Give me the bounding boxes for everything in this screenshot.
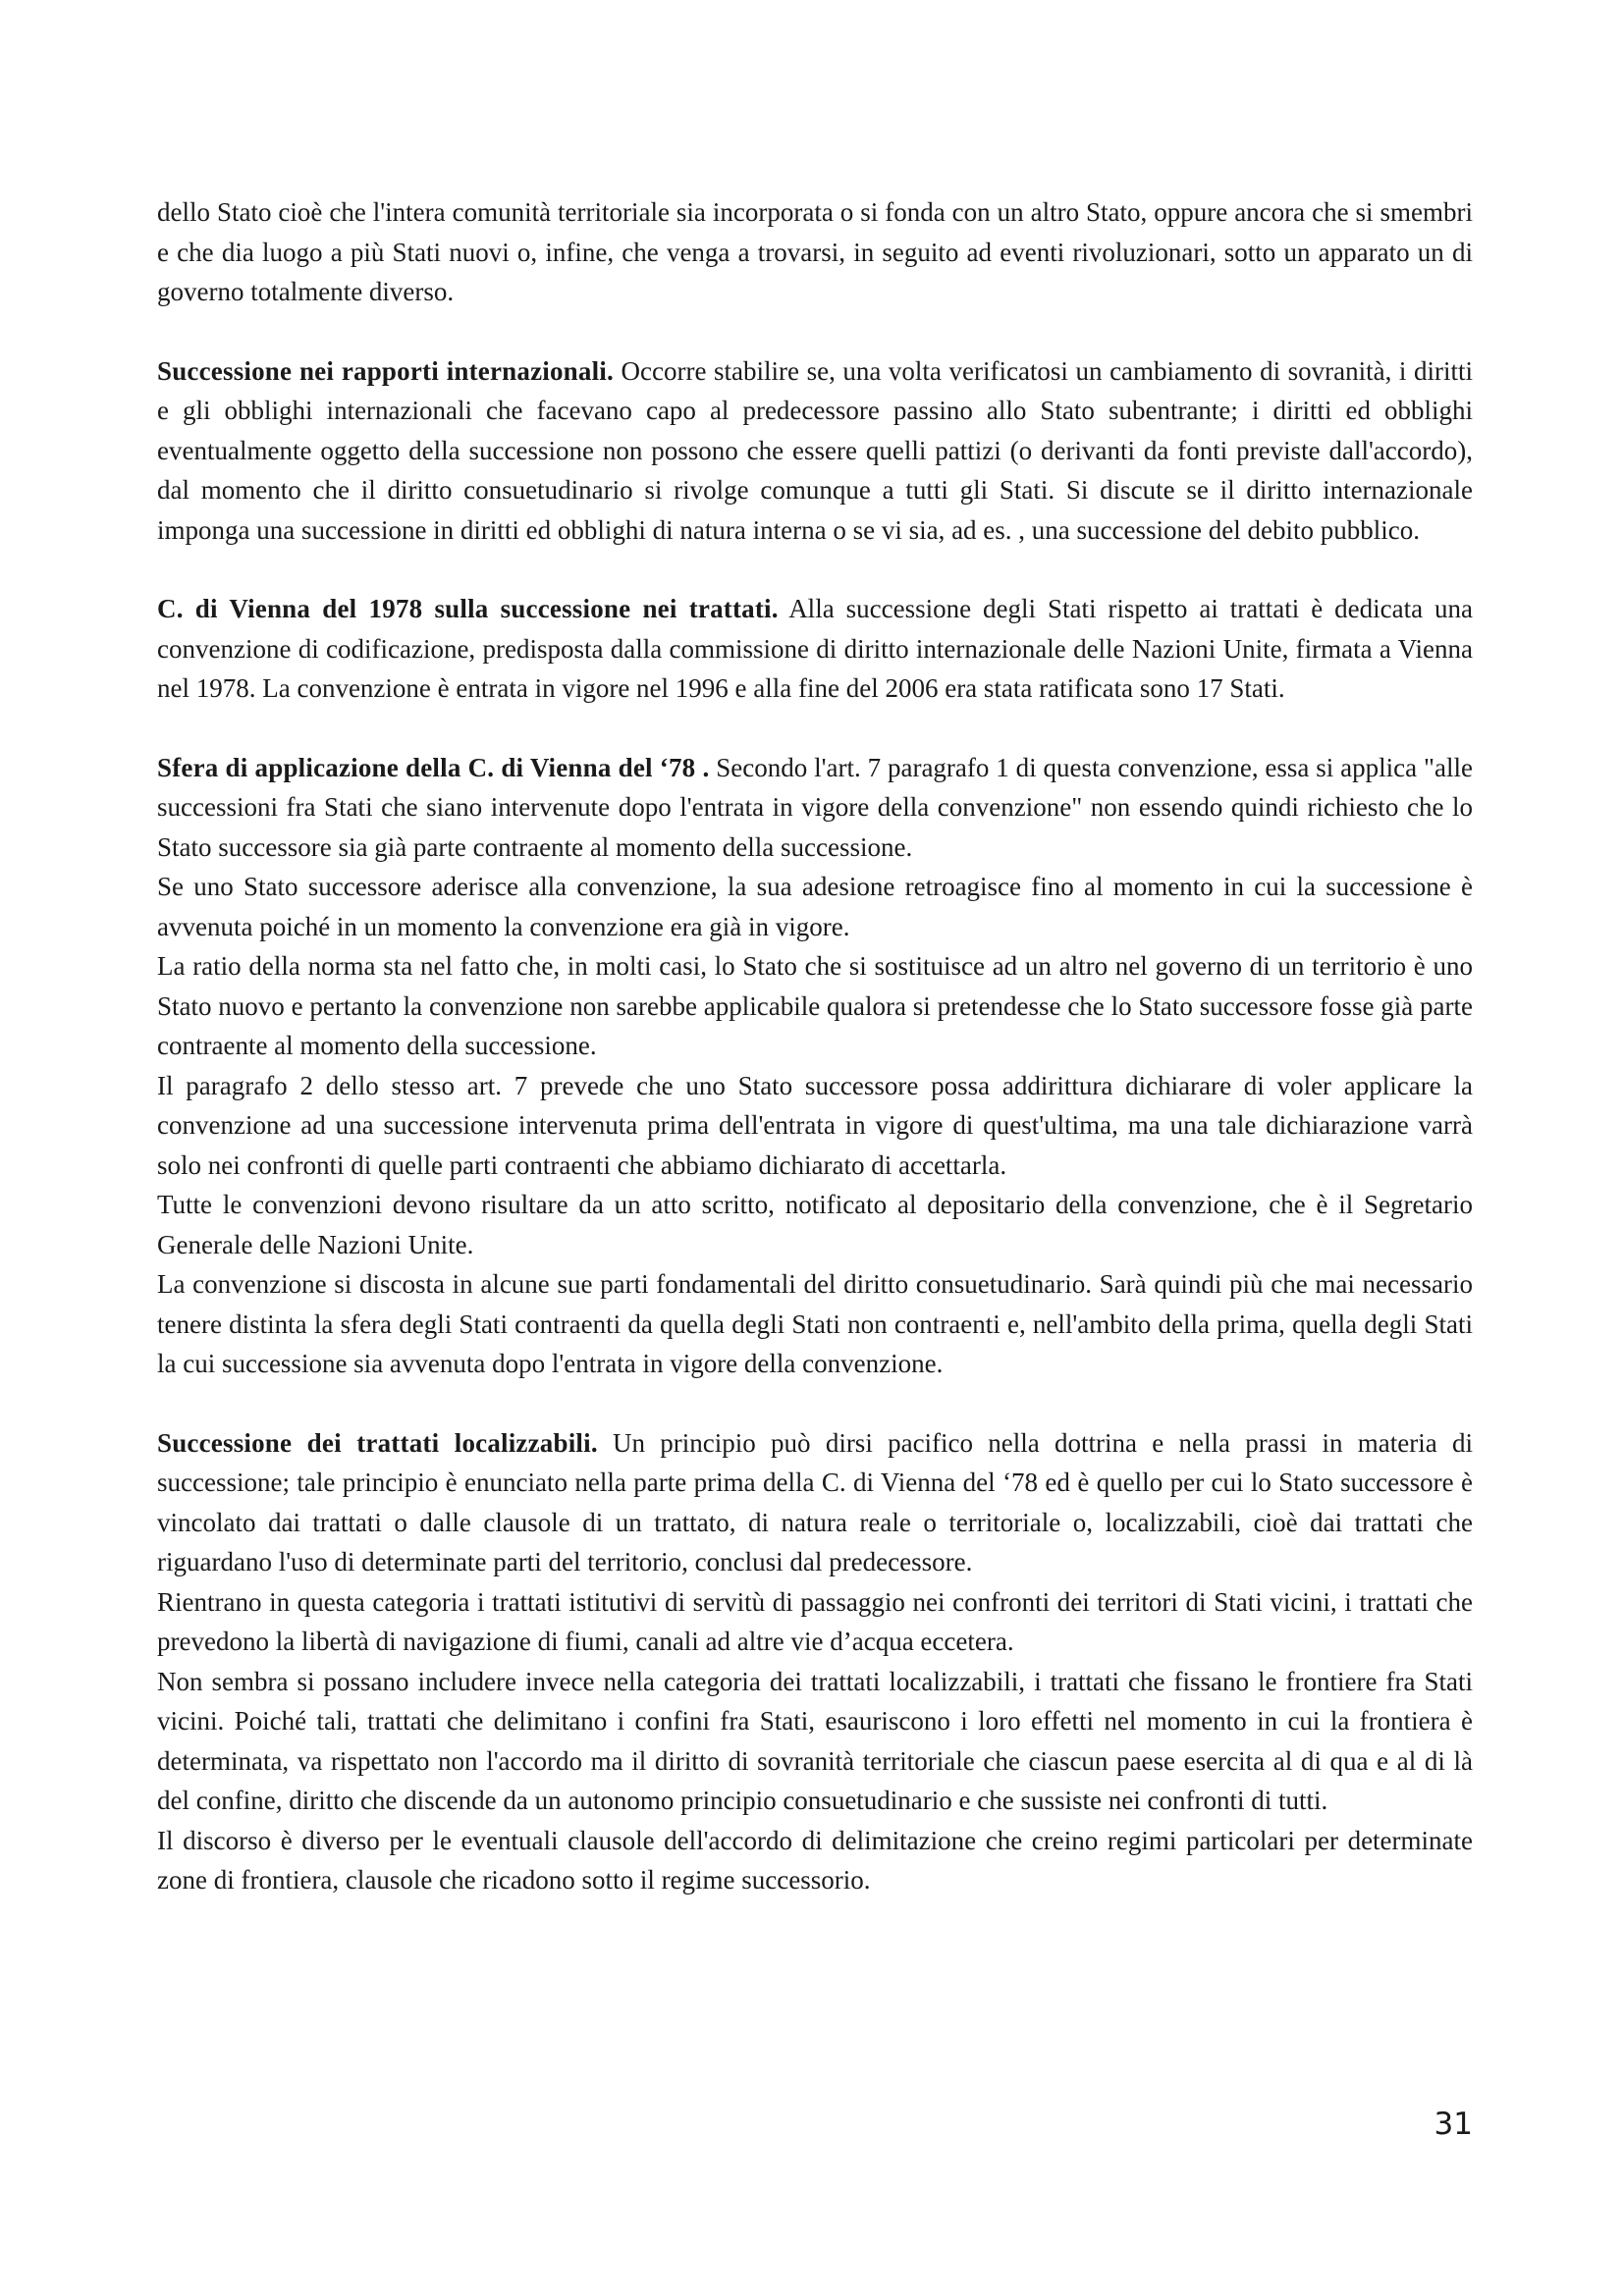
paragraph-text: Occorre stabilire se, una volta verificatosi un cambiamento di sovranità, i diritti e gli obblighi internazionali che facevano capo al predecessore passino allo Stato subentrante; i diritti ed obblighi eventualmente oggetto della successione non possono che essere quelli pattizi (o derivanti da fonti previste dall'accordo), dal momento che il diritto consuetudinario si rivolge comunque a tutti gli Stati. Si discute se il diritto internazionale imponga una successione in diritti ed obblighi di natura interna o se vi sia, ad es. , una successione del debito pubblico. xyxy=(157,355,1474,545)
section-heading: Sfera di applicazione della C. di Vienna del ‘78 . xyxy=(157,752,710,782)
paragraph xyxy=(157,867,1473,946)
paragraph xyxy=(157,1662,1473,1821)
paragraph xyxy=(157,946,1473,1066)
paragraph xyxy=(157,192,1473,312)
paragraph xyxy=(157,1264,1473,1384)
section-heading: Successione nei rapporti internazionali. xyxy=(157,355,614,386)
paragraph-text: dello Stato cioè che l'intera comunità territoriale sia incorporata o si fonda con un altro Stato, oppure ancora che si smembri e che dia luogo a più Stati nuovi o, infine, che venga a trovarsi, in seguito ad eventi rivoluzionari, sotto un apparato un di governo totalmente diverso. xyxy=(157,197,1473,306)
paragraph xyxy=(157,1582,1473,1662)
paragraph-text: La convenzione si discosta in alcune sue parti fondamentali del diritto consuetudinario. Sarà quindi più che mai necessario tenere distinta la sfera degli Stati contraenti da quella degli Stati non contraenti e, nell'ambito della prima, quella degli Stati la cui successione sia avvenuta dopo l'entrata in vigore della convenzione. xyxy=(157,1269,1473,1378)
paragraph-text: Tutte le convenzioni devono risultare da un atto scritto, notificato al depositario della convenzione, che è il Segretario Generale delle Nazioni Unite. xyxy=(157,1190,1473,1259)
paragraph xyxy=(157,1185,1473,1264)
paragraph-text: Non sembra si possano includere invece nella categoria dei trattati localizzabili, i trattati che fissano le frontiere fra Stati vicini. Poiché tali, trattati che delimitano i confini fra Stati, esauriscono i loro effetti nel momento in cui la frontiera è determinata, va rispettato non l'accordo ma il diritto di sovranità territoriale che ciascun paese esercita al di qua e al di là del confine, diritto che discende da un autonomo principio consuetudinario e che sussiste nei confronti di tutti. xyxy=(157,1666,1473,1815)
paragraph xyxy=(157,1821,1473,1900)
paragraph-text: Il paragrafo 2 dello stesso art. 7 prevede che uno Stato successore possa addirittura dichiarare di voler applicare la convenzione ad una successione intervenuta prima dell'entrata in vigore di quest'ultima, ma una tale dichiarazione varrà solo nei confronti di quelle parti contraenti che abbiamo dichiarato di accettarla. xyxy=(157,1070,1473,1180)
paragraph-text: Un principio può dirsi pacifico nella dottrina e nella prassi in materia di successione; tale principio è enunciato nella parte prima della C. di Vienna del ‘78 ed è quello per cui lo Stato successore è vincolato dai trattati o dalle clausole di un trattato, di natura reale o territoriale o, localizzabili, cioè dai trattati che riguardano l'uso di determinate parti del territorio, conclusi dal predecessore. xyxy=(157,1427,1473,1576)
section-heading: C. di Vienna del 1978 sulla successione nei trattati. xyxy=(157,594,779,623)
paragraph-text: Rientrano in questa categoria i trattati istitutivi di servitù di passaggio nei confronti dei territori di Stati vicini, i trattati che prevedono la libertà di navigazione di fiumi, canali ad altre vie d’acqua eccetera. xyxy=(157,1586,1473,1656)
paragraph-vienna-1978 xyxy=(157,589,1473,709)
paragraph-sfera-applicazione xyxy=(157,748,1473,868)
page-number: 31 xyxy=(1434,2107,1473,2142)
document-page xyxy=(157,192,1473,1900)
paragraph-text: Il discorso è diverso per le eventuali clausole dell'accordo di delimitazione che creino regimi particolari per determinate zone di frontiera, clausole che ricadono sotto il regime successorio. xyxy=(157,1825,1473,1895)
paragraph-trattati-localizzabili xyxy=(157,1423,1473,1582)
paragraph-text: Se uno Stato successore aderisce alla convenzione, la sua adesione retroagisce fino al momento in cui la successione è avvenuta poiché in un momento la convenzione era già in vigore. xyxy=(157,872,1473,941)
paragraph-successione-rapporti xyxy=(157,351,1473,551)
paragraph xyxy=(157,1066,1473,1186)
paragraph-text: La ratio della norma sta nel fatto che, in molti casi, lo Stato che si sostituisce ad un altro nel governo di un territorio è uno Stato nuovo e pertanto la convenzione non sarebbe applicabile qualora si pretendesse che lo Stato successore fosse già parte contraente al momento della successione. xyxy=(157,951,1473,1060)
paragraph-text: Secondo l'art. 7 paragrafo 1 di questa convenzione, essa si applica "alle successioni fra Stati che siano intervenute dopo l'entrata in vigore della convenzione" non essendo quindi richiesto che lo Stato successore sia già parte contraente al momento della successione. xyxy=(157,752,1473,862)
section-heading: Successione dei trattati localizzabili. xyxy=(157,1427,598,1458)
paragraph-text: Alla successione degli Stati rispetto ai trattati è dedicata una convenzione di codificazione, predisposta dalla commissione di diritto internazionale delle Nazioni Unite, firmata a Vienna nel 1978. La convenzione è entrata in vigore nel 1996 e alla fine del 2006 era stata ratificata sono 17 Stati. xyxy=(157,594,1474,703)
